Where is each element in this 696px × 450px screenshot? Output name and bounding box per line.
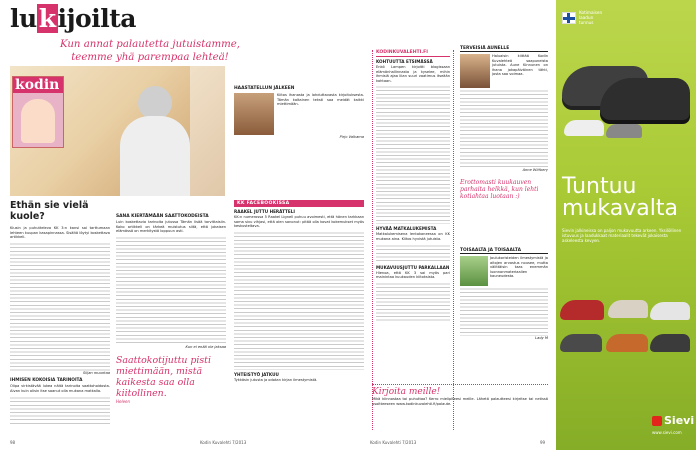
right-footer: Kodin Kuvalehti 7/2013 — [370, 440, 417, 445]
brand-logo — [652, 414, 694, 427]
middle-article — [116, 214, 226, 404]
garden-photo — [460, 256, 488, 286]
rc-sub1: KOHTUUTTA ETSIMÄSSÄ — [376, 59, 433, 64]
ad-body: Sievin jalkineissa on paljon mukavuutta arkeen. Yksilöllinen istuvuus ja laadukkaat materiaalit tekevät jokaisesta askeleesta kevyen. — [562, 228, 682, 243]
left-signature: Siljan muuntaa — [82, 370, 110, 375]
rc-body2: Matkalukemisena lentokoneessa on KK mukana aina. Kiitos hyvistä jutuista. — [376, 232, 450, 241]
mail-body: Mikä kiinnostaa tai puhuttaa? Kerro mielipiteesi meille. Lähetä palautteesi kirjeitse tai netissä osoitteeseen www.kodinkuvalehti.fi/palaute. — [372, 397, 548, 406]
facebook-body2: Tykkäsin jutusta ja odotan kirjan ilmestymistä. — [234, 377, 318, 382]
left-body — [10, 226, 110, 375]
ad-headline — [562, 176, 678, 220]
middle-body: Luin koskettavia tarinoita jutussa Tämän lisää tarvittaisiin. Koko artikkeli on tärkeä muistutus siitä, että jokaisen elämässä on merkitystä loppuun asti. — [116, 220, 226, 234]
health-title: TERVEISIÄ AUNELLE — [460, 46, 548, 52]
right-page-number: 99 — [540, 440, 546, 445]
logo-first: lu — [10, 4, 37, 33]
window-light — [190, 66, 225, 196]
middle-quote-author: Heleen — [116, 399, 131, 405]
badge-line1: Kotimaisen — [579, 10, 603, 15]
facebook-title: KK FACEBOOKISSA — [234, 200, 364, 207]
rc-title: KODINKUVALEHTI.FI — [376, 50, 450, 57]
rc-sub3: MUKAVUUSJUTTU PARKALLAAN — [376, 264, 450, 270]
left-article — [10, 200, 110, 425]
woman-figure — [120, 86, 190, 196]
middle-signature: Kun ei enää ole jaksaa — [185, 344, 226, 349]
shoe-large-2 — [600, 78, 690, 120]
thanks-photo — [234, 93, 274, 135]
thanks-title: HAASTATELLUN JÄLKEEN — [234, 86, 295, 91]
badge-line2: laadun — [579, 15, 594, 20]
rc-body3: Hienoa, että KK 3 sai myös pari mainintaa kuukauden kiitoksista. — [376, 270, 450, 280]
magazine-cover-title: kodin — [13, 77, 63, 93]
ad-headline-line1: Tuntuu — [562, 174, 637, 199]
garden-body: Joulukoristeiden ilmestymistä ja aitojen arvostus nousee, mutta välittäisin taas enemmän luonnonmateriaalien kauneudesta. — [490, 256, 548, 279]
left-subheadline: IHMISEN KOKOISIA TARINOITA — [10, 378, 83, 384]
middle-quote: Saattokotijuttu pisti miettimään, mistä kaikesta saa olla kiitollinen. — [116, 355, 211, 400]
tagline-line1: Kun annat palautetta jutuistamme, — [59, 39, 241, 50]
left-page-number: 98 — [10, 440, 16, 445]
left-headline: Ethän sie vielä kuole? — [10, 200, 89, 222]
rc-sub2: HYVÄÄ MATKALUKEMISTA — [376, 226, 437, 232]
tagline-line2: teemme yhä parempaa lehteä! — [71, 52, 229, 63]
health-box — [460, 46, 548, 201]
thanks-body: Kiitos ihanasta ja lohduttavasta kirjoituksesta. Tämän kaltainen teksti saa meidät kaikki miettimään. — [277, 93, 364, 107]
sievi-ad — [556, 0, 696, 450]
mail-box — [372, 384, 548, 407]
facebook-body1: KK:n numerossa 5 Raakel Lignell puhuu avoimesti, että hänen tarkkaan sama sivu vihjasi, että olen sanonut: pitää olla kovat kokemukset myös keskusteltava. — [234, 215, 364, 229]
mail-title: Kirjoita meille! — [372, 387, 441, 397]
finland-flag-icon — [562, 12, 576, 24]
rc-body1: Enkö Lampen kirjoitti blogissaan elämänhallinnasta ja kyselee, mihin ihmisiä ajaa liian suuri vaatimus itseään kohtaan. — [376, 65, 450, 83]
ad-headline-line2: mukavalta — [562, 196, 678, 221]
middle-headline: SANA KIERTÄMÄÄN SAATTOKODEISTA — [116, 214, 209, 219]
facebook-sub2: YHTEISTYÖ JATKUU — [234, 371, 279, 377]
tagline — [40, 38, 260, 64]
garden-title: TOISAALTA JA TOISAALTA — [460, 248, 548, 254]
thanks-signature: Pirjo Valkama — [339, 135, 364, 139]
health-photo — [460, 54, 490, 88]
quality-badge — [562, 10, 602, 25]
brand-name: Sievi — [664, 414, 695, 427]
badge-line3: tunnus — [579, 20, 594, 25]
health-signature: Anne Wiitbery — [522, 168, 548, 172]
shoe-small-1 — [564, 120, 604, 136]
section-logo — [10, 4, 136, 33]
ad-shoe-row — [560, 300, 692, 370]
sievi-logo-icon — [652, 416, 662, 426]
ad-website: www.sievi.com — [652, 430, 682, 435]
magazine-cover — [12, 76, 64, 148]
left-footer: Kodin Kuvalehti 7/2013 — [200, 440, 247, 445]
garden-signature: Lady M — [535, 336, 548, 340]
logo-rest: ijoilta — [57, 4, 136, 33]
left-body-text: Kiusin ja puhutteleva KK 3:n kansi sai tarttumaan lehteen kuupan kasapinnassa. Sisältä löytyi koskettava artikkeli. — [10, 226, 110, 240]
thanks-box — [234, 86, 364, 140]
left-body2: Olipa virkistävää lukea näitä tarinoita saattohoidosta. Aivan kuin olisin itse saanut olla mukana matkalla. — [10, 384, 110, 393]
logo-highlight: k — [38, 4, 56, 33]
cover-photo — [10, 66, 225, 196]
health-promo: Erottomasti kuukauven parhaita helkkä, kun lehti kotiahtaa luotaan :) — [460, 178, 539, 201]
health-body: Haluaisin kiittää Kodin Kuvalehteä saapuneista jutuista. Aune Kinnunen on ihana jokapäiväinen tähti, josta saa voimaa. — [492, 54, 548, 77]
right-column — [372, 50, 454, 430]
garden-box — [460, 248, 548, 341]
facebook-section — [234, 200, 364, 383]
shoe-small-2 — [606, 124, 642, 138]
facebook-sub1: RAAKEL JUTTU HERÄTTELI — [234, 209, 295, 214]
